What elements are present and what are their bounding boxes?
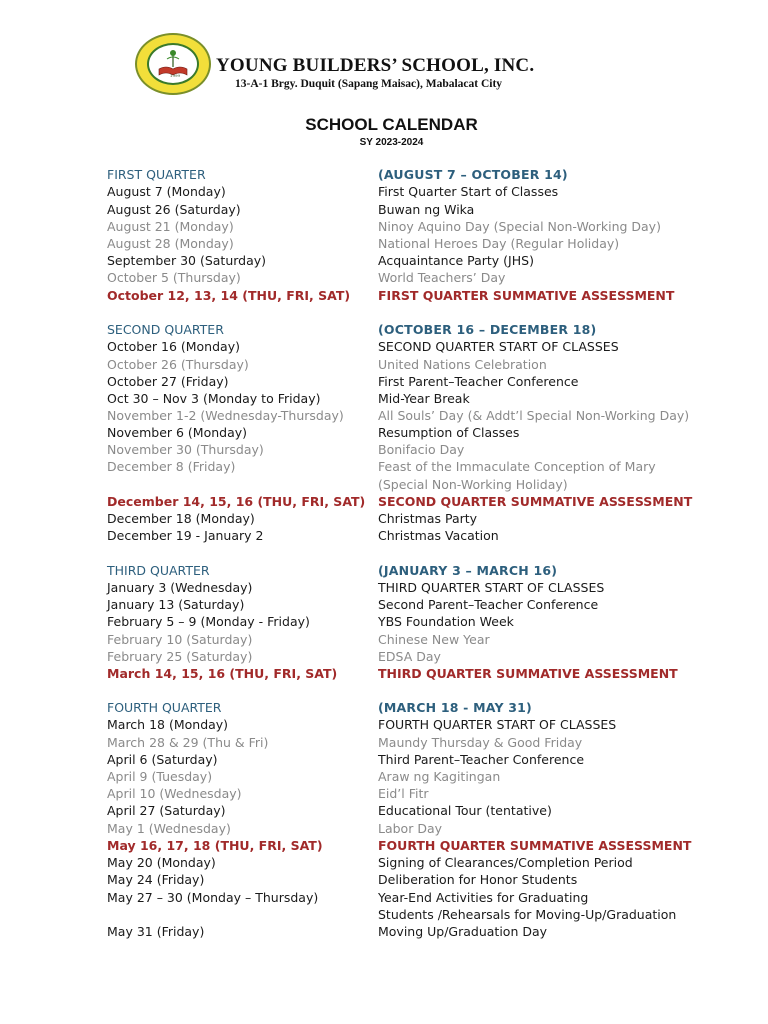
event-date: November 6 (Monday) <box>107 425 248 440</box>
event-date: January 3 (Wednesday) <box>107 580 253 595</box>
calendar-row <box>0 889 768 906</box>
event-date: May 31 (Friday) <box>107 924 205 939</box>
event-date: December 19 - January 2 <box>107 528 264 543</box>
event-name: EDSA Day <box>378 649 441 664</box>
event-date: February 5 – 9 (Monday - Friday) <box>107 614 310 629</box>
calendar-row <box>0 510 768 527</box>
event-date: October 27 (Friday) <box>107 374 229 389</box>
calendar-row <box>0 390 768 407</box>
event-name: Educational Tour (tentative) <box>378 803 552 818</box>
event-date: May 27 – 30 (Monday – Thursday) <box>107 890 319 905</box>
event-date: April 27 (Saturday) <box>107 803 226 818</box>
event-name: Buwan ng Wika <box>378 202 475 217</box>
event-name: Third Parent–Teacher Conference <box>378 752 585 767</box>
event-date: April 6 (Saturday) <box>107 752 218 767</box>
event-name: Araw ng Kagitingan <box>378 769 501 784</box>
quarter-name: FOURTH QUARTER <box>107 700 222 715</box>
event-date: March 18 (Monday) <box>107 717 229 732</box>
event-name: Second Parent–Teacher Conference <box>378 597 599 612</box>
event-name: (Special Non-Working Holiday) <box>378 477 568 492</box>
event-date: February 25 (Saturday) <box>107 649 253 664</box>
calendar-row <box>0 785 768 802</box>
calendar-row <box>0 235 768 252</box>
quarter-name: THIRD QUARTER <box>107 563 210 578</box>
event-date: April 9 (Tuesday) <box>107 769 213 784</box>
calendar-row <box>0 751 768 768</box>
event-date: May 24 (Friday) <box>107 872 205 887</box>
calendar-row <box>0 407 768 424</box>
quarter-name: SECOND QUARTER <box>107 322 224 337</box>
event-name: Christmas Party <box>378 511 478 526</box>
quarter-heading-row <box>0 562 768 579</box>
calendar-row <box>0 768 768 785</box>
event-date: November 1-2 (Wednesday-Thursday) <box>107 408 344 423</box>
event-name: National Heroes Day (Regular Holiday) <box>378 236 620 251</box>
calendar-row <box>0 269 768 286</box>
calendar-row <box>0 441 768 458</box>
school-address: 13-A-1 Brgy. Duquit (Sapang Maisac), Mabalacat City <box>235 78 503 90</box>
event-date: January 13 (Saturday) <box>107 597 245 612</box>
calendar-row <box>0 613 768 630</box>
calendar-row <box>0 854 768 871</box>
calendar-row <box>0 338 768 355</box>
event-name: Resumption of Classes <box>378 425 520 440</box>
quarter-name: FIRST QUARTER <box>107 167 206 182</box>
event-name: First Parent–Teacher Conference <box>378 374 579 389</box>
event-name: YBS Foundation Week <box>378 614 514 629</box>
calendar-row <box>0 596 768 613</box>
calendar-row <box>0 837 768 854</box>
event-date: October 16 (Monday) <box>107 339 240 354</box>
event-date: October 5 (Thursday) <box>107 270 241 285</box>
calendar-row <box>0 906 768 923</box>
event-name: Chinese New Year <box>378 632 490 647</box>
event-date: August 28 (Monday) <box>107 236 234 251</box>
logo-year: 1999 <box>169 73 181 78</box>
quarter-range: (OCTOBER 16 – DECEMBER 18) <box>378 322 597 337</box>
calendar-row <box>0 252 768 269</box>
event-date: October 12, 13, 14 (THU, FRI, SAT) <box>107 288 351 303</box>
event-name: Ninoy Aquino Day (Special Non-Working Day) <box>378 219 661 234</box>
event-date: August 26 (Saturday) <box>107 202 241 217</box>
event-date: August 21 (Monday) <box>107 219 234 234</box>
event-name: Eid’l Fitr <box>378 786 429 801</box>
calendar-row <box>0 802 768 819</box>
page-title: SCHOOL CALENDAR <box>305 115 478 134</box>
event-date: December 14, 15, 16 (THU, FRI, SAT) <box>107 494 366 509</box>
event-date: Oct 30 – Nov 3 (Monday to Friday) <box>107 391 321 406</box>
quarter-range: (MARCH 18 - MAY 31) <box>378 700 532 715</box>
event-date: February 10 (Saturday) <box>107 632 253 647</box>
event-name: Maundy Thursday & Good Friday <box>378 735 583 750</box>
event-name: SECOND QUARTER START OF CLASSES <box>378 339 619 354</box>
event-name: Bonifacio Day <box>378 442 465 457</box>
calendar-row <box>0 716 768 733</box>
event-name: All Souls’ Day (& Addt’l Special Non-Working Day) <box>378 408 690 423</box>
calendar-row <box>0 218 768 235</box>
event-name: Signing of Clearances/Completion Period <box>378 855 633 870</box>
calendar-row <box>0 734 768 751</box>
event-name: Christmas Vacation <box>378 528 499 543</box>
event-name: FIRST QUARTER SUMMATIVE ASSESSMENT <box>378 288 675 303</box>
event-name: Year-End Activities for Graduating <box>378 890 589 905</box>
calendar-row <box>0 527 768 544</box>
calendar-row <box>0 631 768 648</box>
event-name: First Quarter Start of Classes <box>378 184 559 199</box>
event-date: May 20 (Monday) <box>107 855 216 870</box>
event-name: THIRD QUARTER SUMMATIVE ASSESSMENT <box>378 666 678 681</box>
calendar-row <box>0 579 768 596</box>
quarter-heading-row <box>0 699 768 716</box>
event-name: Students /Rehearsals for Moving-Up/Graduation <box>378 907 677 922</box>
calendar-row <box>0 820 768 837</box>
calendar-row <box>0 373 768 390</box>
event-date: April 10 (Wednesday) <box>107 786 242 801</box>
calendar-row <box>0 356 768 373</box>
quarter-range: (AUGUST 7 – OCTOBER 14) <box>378 167 568 182</box>
event-date: August 7 (Monday) <box>107 184 226 199</box>
event-name: Labor Day <box>378 821 443 836</box>
event-date: October 26 (Thursday) <box>107 357 249 372</box>
quarter-heading-row <box>0 321 768 338</box>
calendar-row <box>0 424 768 441</box>
calendar-row <box>0 871 768 888</box>
event-date: December 8 (Friday) <box>107 459 236 474</box>
event-name: Feast of the Immaculate Conception of Mary <box>378 459 656 474</box>
event-date: March 14, 15, 16 (THU, FRI, SAT) <box>107 666 338 681</box>
calendar-row <box>0 648 768 665</box>
calendar-row <box>0 183 768 200</box>
calendar-row <box>0 493 768 510</box>
event-name: Deliberation for Honor Students <box>378 872 578 887</box>
school-name: YOUNG BUILDERS’ SCHOOL, INC. <box>216 55 535 76</box>
quarter-heading-row <box>0 166 768 183</box>
calendar-row <box>0 923 768 940</box>
event-name: Moving Up/Graduation Day <box>378 924 548 939</box>
event-name: World Teachers’ Day <box>378 270 506 285</box>
calendar-row <box>0 665 768 682</box>
event-date: September 30 (Saturday) <box>107 253 267 268</box>
event-name: FOURTH QUARTER SUMMATIVE ASSESSMENT <box>378 838 692 853</box>
event-name: Acquaintance Party (JHS) <box>378 253 534 268</box>
calendar-row <box>0 476 768 493</box>
event-date: May 16, 17, 18 (THU, FRI, SAT) <box>107 838 323 853</box>
quarter-range: (JANUARY 3 – MARCH 16) <box>378 563 558 578</box>
event-date: March 28 & 29 (Thu & Fri) <box>107 735 269 750</box>
event-date: December 18 (Monday) <box>107 511 255 526</box>
event-date: November 30 (Thursday) <box>107 442 264 457</box>
event-name: SECOND QUARTER SUMMATIVE ASSESSMENT <box>378 494 693 509</box>
event-date: May 1 (Wednesday) <box>107 821 231 836</box>
event-name: Mid-Year Break <box>378 391 470 406</box>
calendar-row <box>0 458 768 475</box>
event-name: THIRD QUARTER START OF CLASSES <box>378 580 605 595</box>
calendar-row <box>0 287 768 304</box>
event-name: United Nations Celebration <box>378 357 547 372</box>
event-name: FOURTH QUARTER START OF CLASSES <box>378 717 617 732</box>
school-year: SY 2023-2024 <box>359 137 424 148</box>
calendar-row <box>0 201 768 218</box>
